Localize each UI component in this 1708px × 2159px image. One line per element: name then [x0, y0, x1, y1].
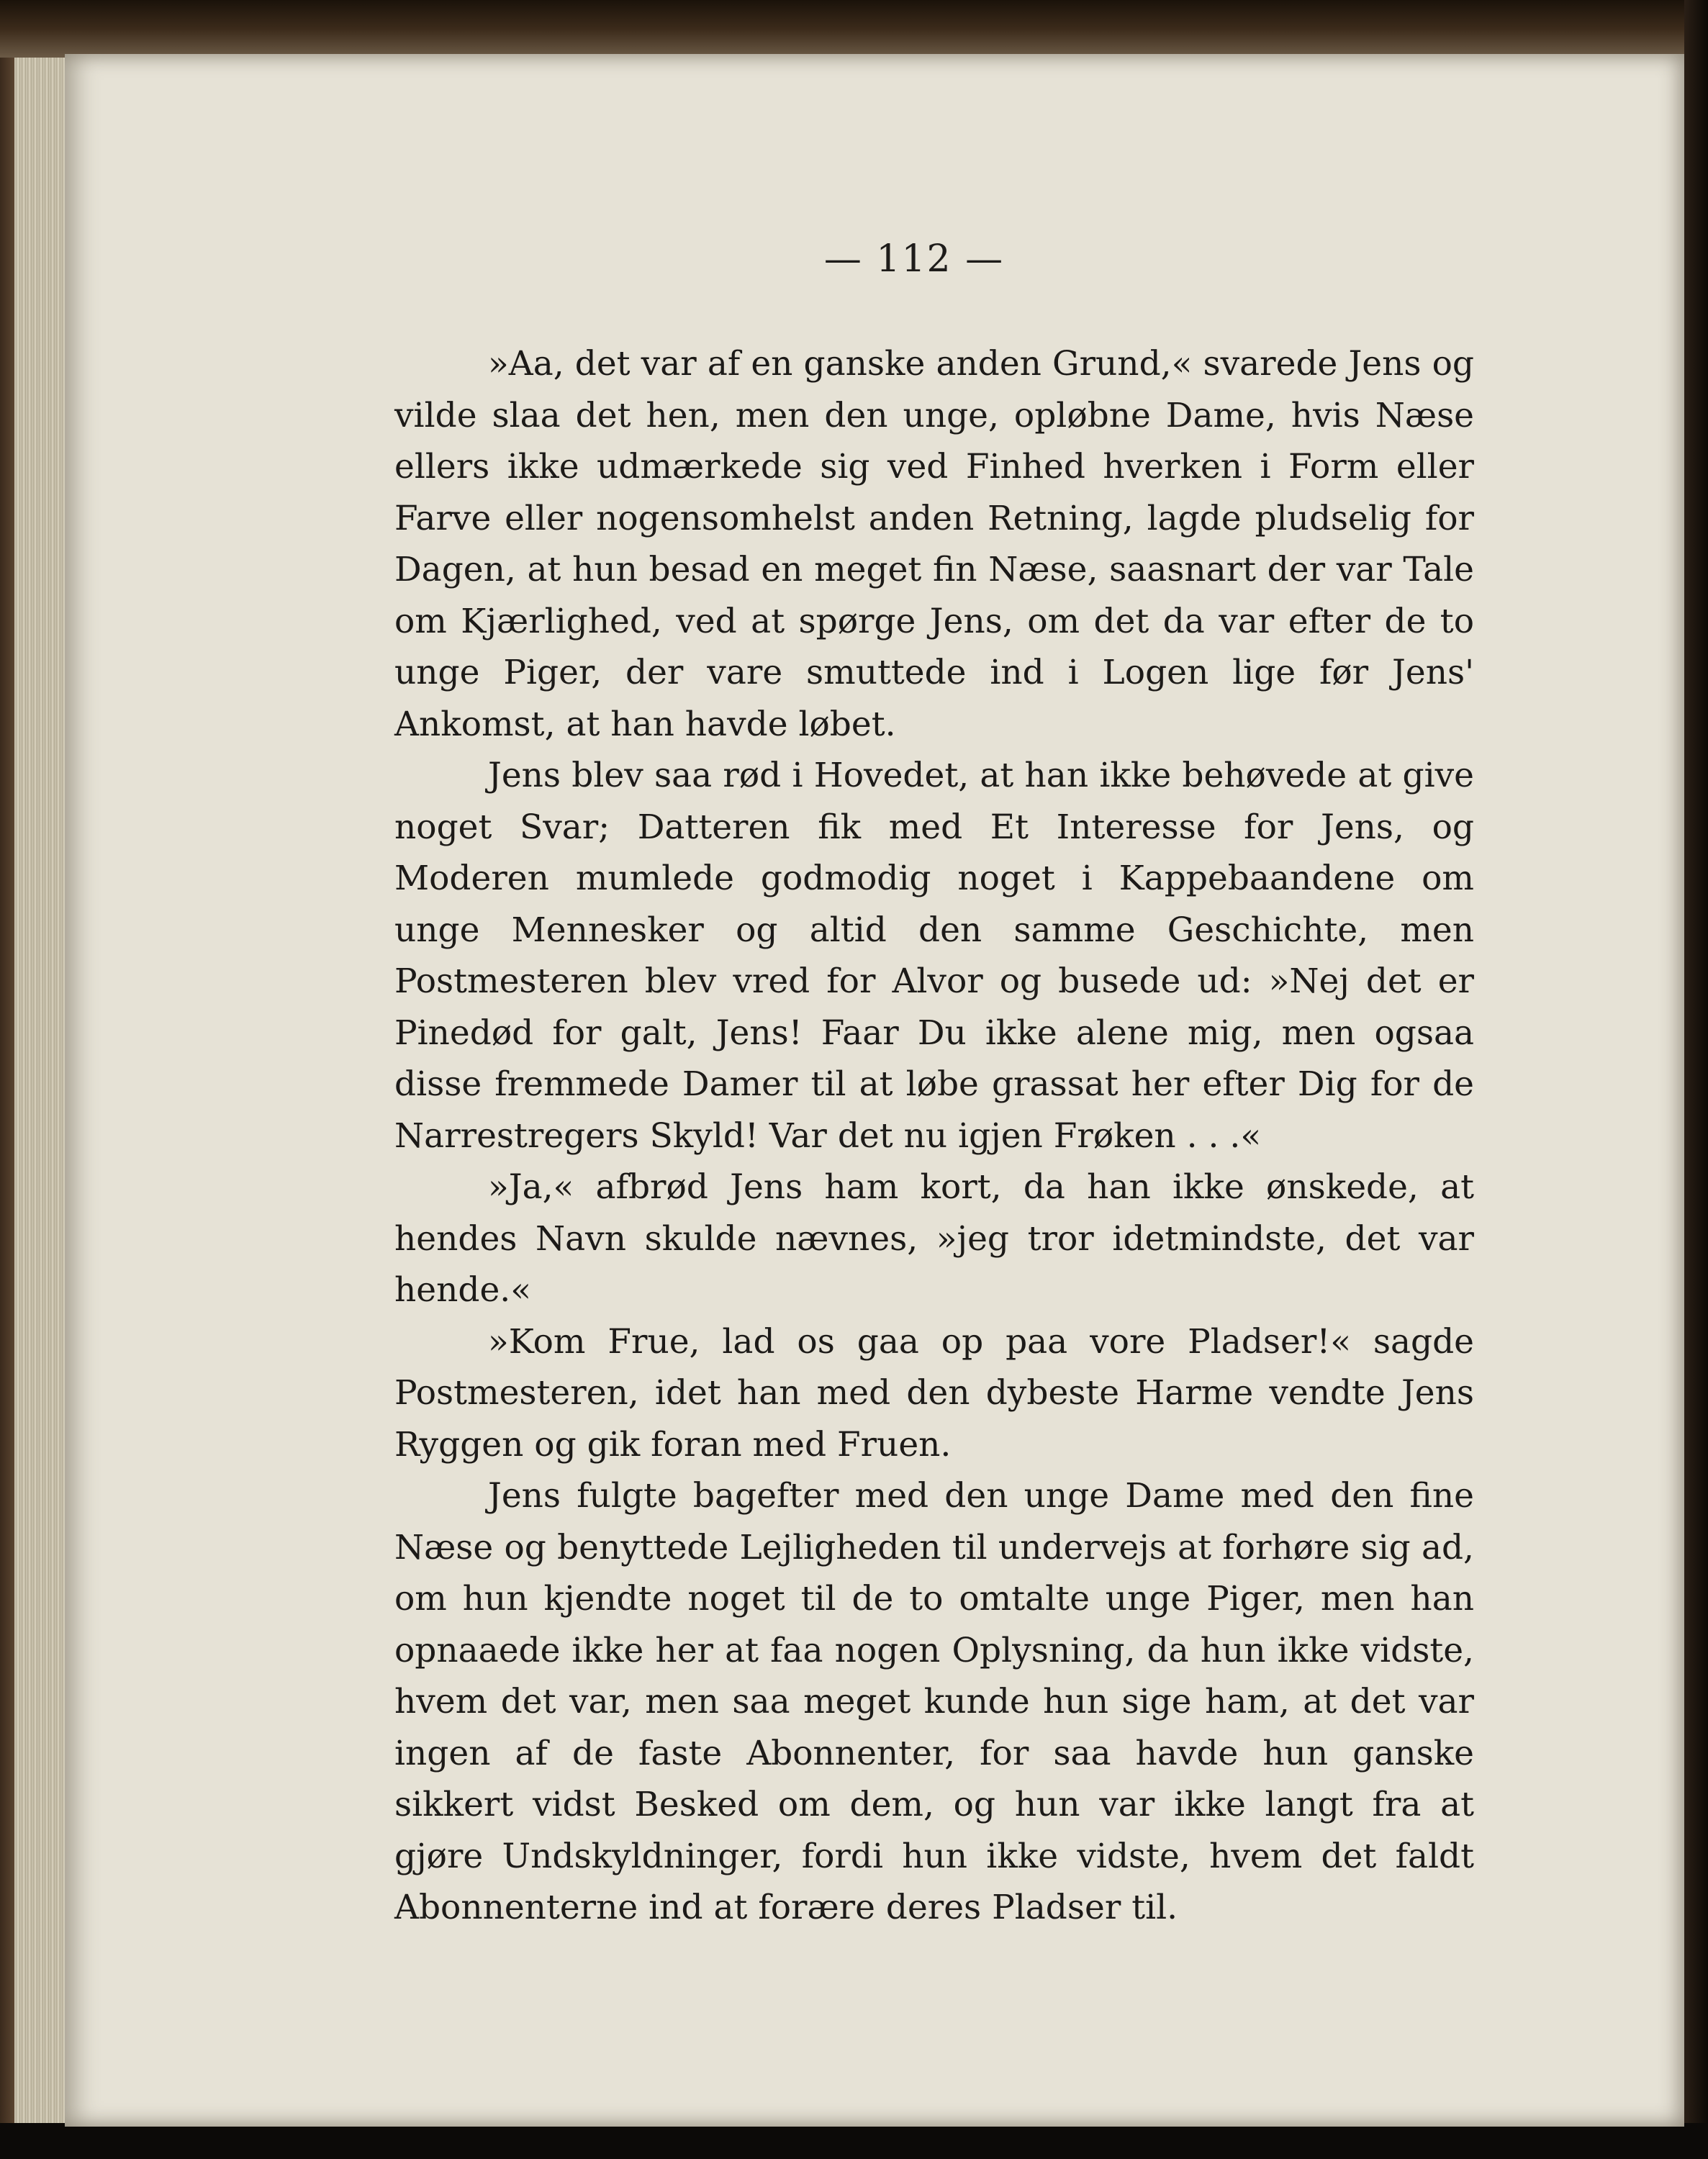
paragraph-5: Jens fulgte bagefter med den unge Dame med den fine Næse og benyttede Lejligheden til undervejs at forhøre sig ad, om hun kjendte noget til de to omtalte unge Piger, men han opnaaede ikke her at faa nogen Oplysning, da hun ikke vidste, hvem det var, men saa meget kunde hun sige ham, at det var ingen af de faste Abonnenter, for saa havde hun ganske sikkert vidst Besked om dem, og hun var ikke langt fra at gjøre Undskyldninger, fordi hun ikke vidste, hvem det faldt Abonnenterne ind at forære deres Pladser til. [394, 1476, 1474, 1927]
body-text [394, 338, 1474, 1934]
cover-right-edge [1684, 0, 1708, 2159]
paragraph-2: Jens blev saa rød i Hovedet, at han ikke behøvede at give noget Svar; Datteren fik med Et Interesse for Jens, og Moderen mumlede godmodig noget i Kappebaandene om unge Mennesker og altid den samme Geschichte, men Postmesteren blev vred for Alvor og busede ud: »Nej det er Pinedød for galt, Jens! Faar Du ikke alene mig, men ogsaa disse fremmede Damer til at løbe grassat her efter Dig for de Narrestregers Skyld! Var det nu igjen Frøken . . .« [394, 756, 1474, 1156]
paragraph-4: »Kom Frue, lad os gaa op paa vore Pladser!« sagde Postmesteren, idet han med den dybeste Harme vendte Jens Ryggen og gik foran med Fruen. [394, 1321, 1474, 1465]
cover-top-edge [0, 0, 1708, 58]
cover-bottom-edge [0, 2123, 1708, 2159]
paragraph-1: »Aa, det var af en ganske anden Grund,« svarede Jens og vilde slaa det hen, men den unge, opløbne Dame, hvis Næse ellers ikke udmærkede sig ved Finhed hverken i Form eller Farve eller nogensomhelst anden Retning, lagde pludselig for Dagen, at hun besad en meget fin Næse, saasnart der var Tale om Kjærlighed, ved at spørge Jens, om det da var efter de to unge Piger, der vare smuttede ind i Logen lige før Jens' Ankomst, at han havde løbet. [394, 344, 1474, 744]
page-number: — 112 — [823, 237, 1005, 281]
paragraph-3: »Ja,« afbrød Jens ham kort, da han ikke ønskede, at hendes Navn skulde nævnes, »jeg tror idetmindste, det var hende.« [394, 1167, 1474, 1310]
